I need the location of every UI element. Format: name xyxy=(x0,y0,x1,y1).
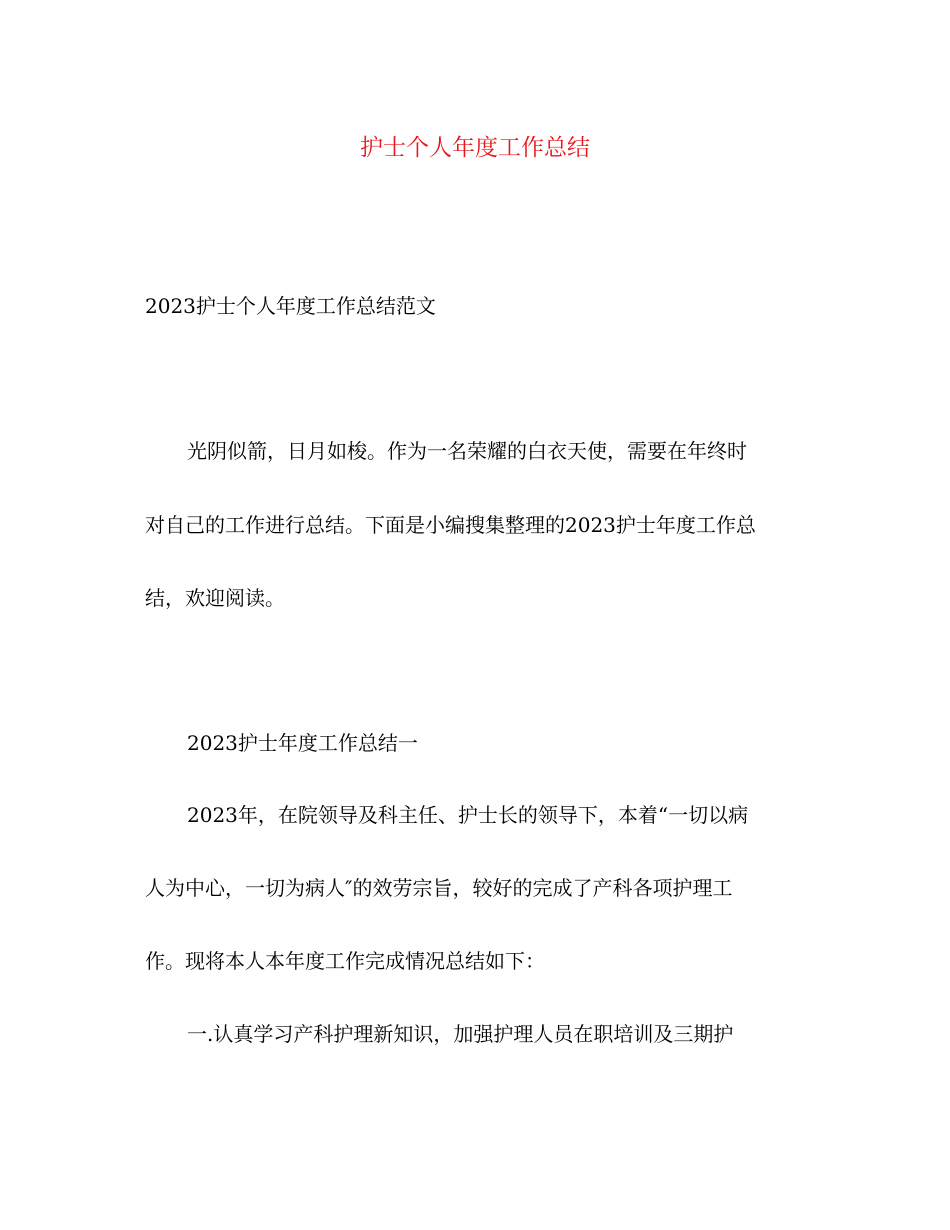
document-title: 护士个人年度工作总结 xyxy=(360,135,590,161)
intro-line-2: 对自己的工作进行总结。下面是小编搜集整理的2023护士年度工作总 xyxy=(145,513,756,537)
section-para-line-1: 2023年，在院领导及科主任、护士长的领导下，本着“一切以病 xyxy=(187,803,749,827)
section-heading: 2023护士年度工作总结一 xyxy=(187,731,418,755)
section-para-line-2: 人为中心，一切为病人″的效劳宗旨，较好的完成了产科各项护理工 xyxy=(145,876,733,900)
document-subtitle: 2023护士个人年度工作总结范文 xyxy=(145,294,436,318)
intro-line-3: 结，欢迎阅读。 xyxy=(145,586,285,610)
intro-line-1: 光阴似箭，日月如梭。作为一名荣耀的白衣天使，需要在年终时 xyxy=(187,439,747,463)
list-item-one: 一.认真学习产科护理新知识，加强护理人员在职培训及三期护 xyxy=(187,1022,734,1046)
section-para-line-3: 作。现将本人本年度工作完成情况总结如下： xyxy=(145,949,545,973)
